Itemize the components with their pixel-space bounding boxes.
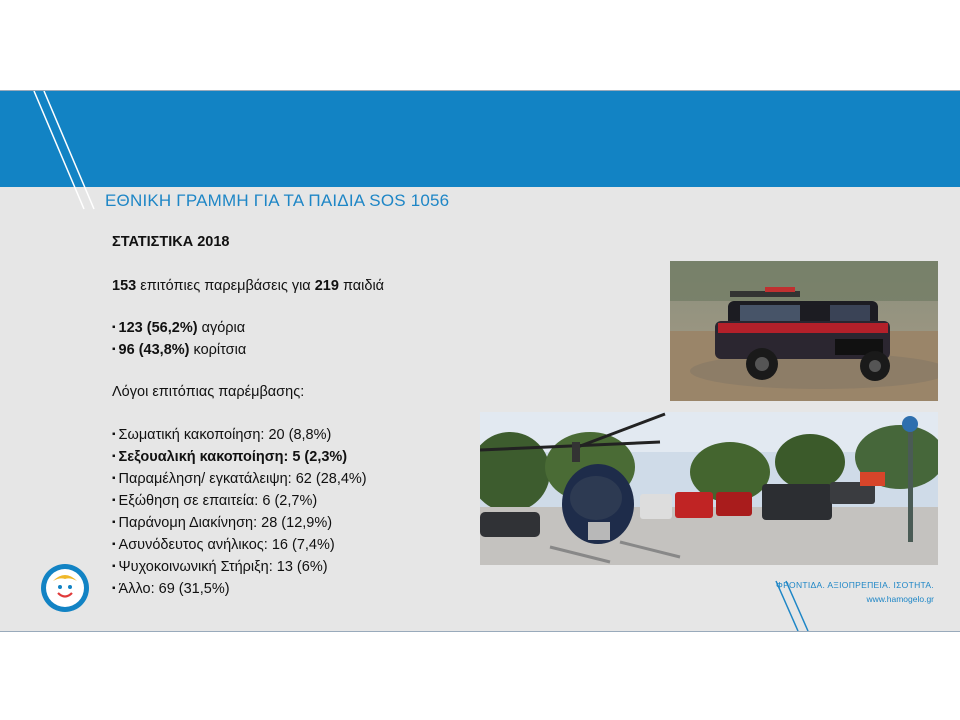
slide-title: ΕΘΝΙΚΗ ΓΡΑΜΜΗ ΓΙΑ ΤΑ ΠΑΙΔΙΑ SOS 1056 — [105, 191, 450, 210]
footer-slogan: ΦΡΟΝΤΙΔΑ. ΑΞΙΟΠΡΕΠΕΙΑ. ΙΣΟΤΗΤΑ. — [775, 580, 934, 590]
reason-text: Σεξουαλική κακοποίηση: 5 (2,3%) — [118, 449, 348, 465]
bullet-icon: ▪ — [112, 344, 116, 355]
reason-item — [112, 493, 317, 509]
bullet-icon: ▪ — [112, 517, 116, 528]
bullet-icon: ▪ — [112, 451, 116, 462]
reason-text: Σωματική κακοποίηση: 20 (8,8%) — [118, 427, 332, 443]
bullet-icon: ▪ — [112, 539, 116, 550]
bullet-icon: ▪ — [112, 561, 116, 572]
reason-text: Παράνομη Διακίνηση: 28 (12,9%) — [118, 515, 333, 531]
organization-logo — [40, 563, 90, 613]
interventions-summary — [112, 278, 384, 294]
reasons-heading: Λόγοι επιτόπιας παρέμβασης: — [112, 384, 305, 400]
interventions-text: επιτόπιες παρεμβάσεις για — [136, 278, 315, 294]
bullet-icon: ▪ — [112, 583, 116, 594]
bullet-icon: ▪ — [112, 495, 116, 506]
slide — [0, 90, 960, 632]
reason-text: Ασυνόδευτος ανήλικος: 16 (7,4%) — [118, 537, 335, 553]
helicopter-vehicles-photo — [480, 412, 938, 565]
children-count: 219 — [314, 278, 339, 294]
interventions-count: 153 — [112, 278, 137, 294]
bullet-icon: ▪ — [112, 322, 116, 333]
gender-value: 123 (56,2%) — [118, 320, 198, 336]
reason-item — [112, 515, 332, 531]
reason-text: Άλλο: 69 (31,5%) — [118, 581, 230, 597]
reason-item — [112, 559, 328, 575]
reason-text: Παραμέληση/ εγκατάλειψη: 62 (28,4%) — [118, 471, 367, 487]
gender-item-girls — [112, 342, 246, 358]
gender-item-boys — [112, 320, 245, 336]
section-heading: ΣΤΑΤΙΣΤΙΚΑ 2018 — [112, 234, 230, 250]
gender-label: κορίτσια — [189, 342, 247, 358]
reason-item — [112, 581, 230, 597]
reason-text: Εξώθηση σε επαιτεία: 6 (2,7%) — [118, 493, 318, 509]
bullet-icon: ▪ — [112, 429, 116, 440]
gender-label: αγόρια — [197, 320, 246, 336]
interventions-text-end: παιδιά — [338, 278, 385, 294]
reason-text: Ψυχοκοινωνική Στήριξη: 13 (6%) — [118, 559, 328, 575]
footer-website: www.hamogelo.gr — [866, 594, 934, 604]
reason-item — [112, 537, 335, 553]
reason-item — [112, 449, 347, 465]
gender-value: 96 (43,8%) — [118, 342, 190, 358]
reason-item — [112, 427, 331, 443]
reason-item — [112, 471, 367, 487]
bullet-icon: ▪ — [112, 473, 116, 484]
rescue-jeep-photo — [670, 261, 938, 401]
